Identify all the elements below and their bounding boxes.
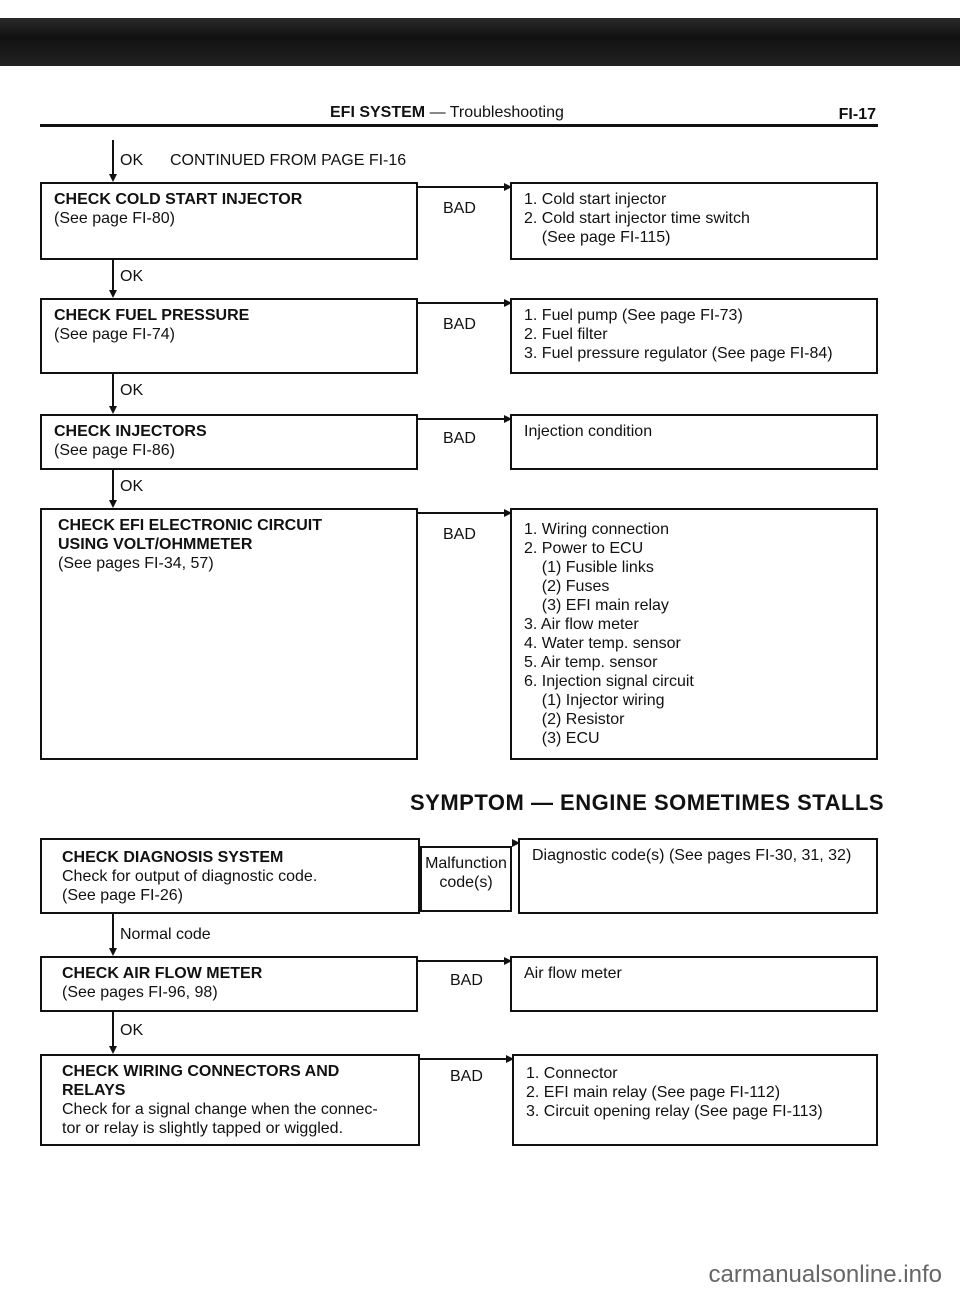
check-air-flow-meter-box: [40, 956, 418, 1012]
page-header: [40, 104, 878, 127]
check-wiring-connectors-box: [40, 1054, 420, 1146]
step-reference: Check for a signal change when the connec- tor or relay is slightly tapped or wiggled.: [62, 1101, 378, 1137]
cause-item: (3) ECU: [524, 730, 600, 747]
cause-item: (See page FI-115): [524, 229, 671, 246]
cause-item: (1) Injector wiring: [524, 692, 665, 709]
cause-box: [510, 956, 878, 1012]
ok-label: OK: [120, 478, 144, 495]
header-title: EFI SYSTEM — Troubleshooting: [330, 104, 564, 121]
cause-item: 2. Cold start injector time switch: [524, 210, 750, 227]
cause-item: 2. EFI main relay (See page FI-112): [526, 1084, 781, 1101]
bad-label: BAD: [443, 430, 476, 447]
cause-item: 1. Cold start injector: [524, 191, 667, 208]
bad-label: Malfunction code(s): [425, 855, 507, 891]
bad-connector: [418, 960, 510, 962]
cause-item: (2) Resistor: [524, 711, 625, 728]
cause-box: [512, 1054, 878, 1146]
step-title: CHECK INJECTORS: [54, 423, 207, 440]
step-reference: (See page FI-86): [54, 442, 175, 459]
cause-item: 4. Water temp. sensor: [524, 635, 681, 652]
step-title: CHECK EFI ELECTRONIC CIRCUIT USING VOLT/OHMMETER: [58, 517, 322, 553]
bad-label: BAD: [450, 1068, 483, 1085]
bad-label: BAD: [443, 316, 476, 333]
cause-item: 6. Injection signal circuit: [524, 673, 694, 690]
cause-item: 1. Wiring connection: [524, 521, 669, 538]
bad-connector: [420, 1058, 512, 1060]
cause-box: [510, 298, 878, 374]
page-number: FI-17: [838, 106, 876, 123]
cause-item: Air flow meter: [524, 965, 622, 982]
cause-item: 5. Air temp. sensor: [524, 654, 658, 671]
cause-item: 3. Fuel pressure regulator (See page FI-84): [524, 345, 833, 362]
ok-label: OK: [120, 1022, 144, 1039]
arrow-down-icon: [109, 1046, 117, 1054]
cause-item: Injection condition: [524, 423, 653, 440]
step-title: CHECK FUEL PRESSURE: [54, 307, 250, 324]
step-reference: (See page FI-74): [54, 326, 175, 343]
bad-label: BAD: [450, 972, 483, 989]
cause-item: (1) Fusible links: [524, 559, 654, 576]
malfunction-codes-label-box: [420, 846, 512, 912]
cause-item: 2. Power to ECU: [524, 540, 644, 557]
step-title: CHECK DIAGNOSIS SYSTEM: [62, 849, 284, 866]
bad-connector: [418, 186, 510, 188]
flow-connector: [112, 140, 114, 176]
normal-code-label: Normal code: [120, 926, 211, 943]
symptom-heading: SYMPTOM — ENGINE SOMETIMES STALLS: [410, 790, 885, 815]
bad-label: BAD: [443, 526, 476, 543]
arrow-down-icon: [109, 290, 117, 298]
arrow-down-icon: [109, 948, 117, 956]
step-reference: (See pages FI-34, 57): [58, 555, 214, 572]
check-injectors-box: [40, 414, 418, 470]
step-reference: (See pages FI-96, 98): [62, 984, 218, 1001]
cause-item: 2. Fuel filter: [524, 326, 608, 343]
arrow-down-icon: [109, 500, 117, 508]
cause-item: (2) Fuses: [524, 578, 610, 595]
arrow-down-icon: [109, 406, 117, 414]
step-title: CHECK COLD START INJECTOR: [54, 191, 303, 208]
cause-box: [510, 414, 878, 470]
cause-item: 1. Connector: [526, 1065, 618, 1082]
cause-item: Diagnostic code(s) (See pages FI-30, 31, 32): [532, 847, 852, 864]
check-diagnosis-system-box: [40, 838, 420, 914]
bad-label: BAD: [443, 200, 476, 217]
cause-item: 3. Circuit opening relay (See page FI-113): [526, 1103, 823, 1120]
arrow-down-icon: [109, 174, 117, 182]
watermark-link[interactable]: carmanualsonline.info: [708, 1261, 942, 1288]
cause-box: [510, 182, 878, 260]
bad-connector: [418, 418, 510, 420]
step-title: CHECK WIRING CONNECTORS AND RELAYS: [62, 1063, 340, 1099]
cause-item: (3) EFI main relay: [524, 597, 669, 614]
check-cold-start-injector-box: [40, 182, 418, 260]
scan-top-band: [0, 18, 960, 66]
step-reference: (See page FI-80): [54, 210, 175, 227]
check-efi-circuit-box: [40, 508, 418, 760]
continued-text: CONTINUED FROM PAGE FI-16: [170, 152, 407, 169]
bad-connector: [418, 302, 510, 304]
ok-label: OK: [120, 382, 144, 399]
cause-item: 3. Air flow meter: [524, 616, 639, 633]
ok-label: OK: [120, 268, 144, 285]
cause-box: [510, 508, 878, 760]
cause-box: [518, 838, 878, 914]
step-reference: Check for output of diagnostic code. (See page FI-26): [62, 868, 318, 904]
bad-connector: [418, 512, 510, 514]
cause-item: 1. Fuel pump (See page FI-73): [524, 307, 743, 324]
check-fuel-pressure-box: [40, 298, 418, 374]
step-title: CHECK AIR FLOW METER: [62, 965, 263, 982]
continued-ok-label: OK: [120, 152, 144, 169]
